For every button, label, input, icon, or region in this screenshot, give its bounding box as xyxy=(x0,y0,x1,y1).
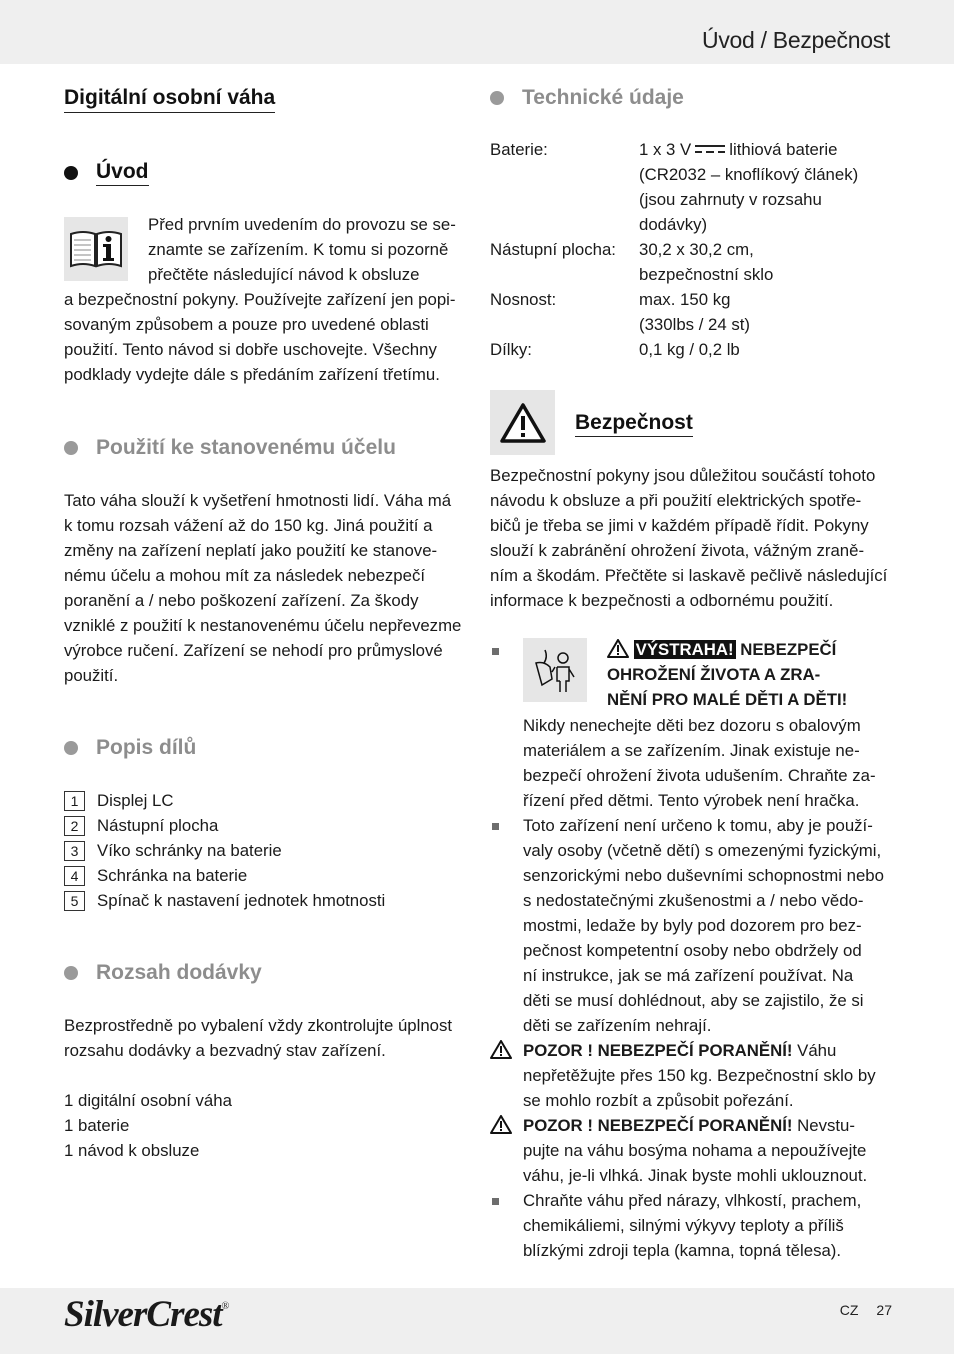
document-title: Digitální osobní váha xyxy=(64,86,275,113)
part-label: Spínač k nastavení jednotek hmotnosti xyxy=(97,890,386,910)
text-line: rozsahu dodávky a bezvadný stav zařízení. xyxy=(64,1041,386,1060)
text-line: OHROŽENÍ ŽIVOTA A ZRA- xyxy=(607,665,821,684)
text-line: sovaným způsobem a pouze pro uvedené oblasti xyxy=(64,315,429,334)
text-line: max. 150 kg xyxy=(639,290,731,309)
text-line: bezpečí ohrožení života udušením. Chraňte za- xyxy=(523,766,876,785)
direct-current-icon xyxy=(695,143,725,155)
text-line: blízkými zdroji tepla (kamna, topná tělesa). xyxy=(523,1241,842,1260)
persons-text xyxy=(523,813,893,1038)
text-line: chemikáliemi, silnými výkyvy teploty a příliš xyxy=(523,1216,844,1235)
text-line: bezpečnostní sklo xyxy=(639,265,774,284)
page-info xyxy=(840,1302,892,1318)
text-line: nému účelu a mohou mít za následek nebezpečí xyxy=(64,566,426,585)
safety-heading-text: Bezpečnost xyxy=(575,411,693,437)
text-line: valy osoby (včetně dětí) s omezenými fyzickými, xyxy=(523,841,882,860)
text-line: NEBEZPEČÍ xyxy=(740,640,837,659)
text-line: Nevstu- xyxy=(797,1116,855,1135)
text-line: se mohlo rozbít a způsobit pořezání. xyxy=(523,1091,794,1110)
delivery-text xyxy=(64,1013,464,1063)
part-number: 4 xyxy=(64,866,85,886)
text-line: dodávky) xyxy=(639,215,708,234)
technical-heading-text: Technické údaje xyxy=(522,86,684,109)
bullet-dot-icon xyxy=(64,966,78,980)
section-heading-delivery xyxy=(64,961,262,985)
spec-value: 0,1 kg / 0,2 lb xyxy=(639,340,740,359)
page-title: Úvod / Bezpečnost xyxy=(702,27,890,53)
text-line: poranění a / nebo poškození zařízení. Za škody xyxy=(64,591,419,610)
list-item xyxy=(64,888,385,913)
intro-text-beside-icon xyxy=(148,212,468,287)
spec-value xyxy=(639,237,890,287)
text-line: přečtěte následující návod k obsluze xyxy=(148,265,420,284)
read-manual-icon xyxy=(64,217,128,281)
text-line: Toto zařízení není určeno k tomu, aby je použí- xyxy=(523,816,873,835)
text-line: k tomu rozsah vážení až do 150 kg. Jiná použití a xyxy=(64,516,433,535)
brand-name-part: Crest xyxy=(146,1294,222,1335)
safety-text xyxy=(490,463,890,613)
section-heading-intended-use xyxy=(64,436,396,460)
spec-label: Nosnost: xyxy=(490,290,557,309)
section-heading-technical xyxy=(490,86,684,110)
list-item xyxy=(64,863,385,888)
warning-icon xyxy=(607,639,629,658)
text-line: použití. xyxy=(64,666,119,685)
spec-row-battery xyxy=(490,137,890,237)
text-line: (jsou zahrnuty v rozsahu xyxy=(639,190,822,209)
warning-icon xyxy=(490,1040,512,1059)
spec-row-capacity xyxy=(490,287,890,337)
part-number: 3 xyxy=(64,841,85,861)
text-line: Nikdy nenechejte děti bez dozoru s obalovým xyxy=(523,716,861,735)
parts-heading-text: Popis dílů xyxy=(96,736,197,759)
text-line: děti se musí dohlédnout, aby se zajistilo, že si xyxy=(523,991,864,1010)
text-line: 30,2 x 30,2 cm, xyxy=(639,240,754,259)
text-line: pujte na váhu bosýma nohama a nepoužívejte xyxy=(523,1141,867,1160)
warning-triangle-icon xyxy=(490,390,555,455)
text-line: váhu, je-li vlhká. Jinak byste mohli uklouznout. xyxy=(523,1166,868,1185)
children-warning-icon xyxy=(523,638,587,702)
battery-voltage: 1 x 3 V xyxy=(639,140,692,159)
text-line: pečnost kompetentní osoby nebo obdržely od xyxy=(523,941,862,960)
text-line: s nedostatečnými zkušenostmi a / nebo vědo- xyxy=(523,891,864,910)
bullet-dot-icon xyxy=(64,441,78,455)
spec-value xyxy=(639,287,890,337)
text-line: znamte se zařízením. K tomu si pozorně xyxy=(148,240,449,259)
spec-label: Baterie: xyxy=(490,140,548,159)
warning-icon xyxy=(490,1115,512,1134)
text-line: informace k bezpečnosti a odbornému použití. xyxy=(490,591,834,610)
spec-row-graduation xyxy=(490,337,890,362)
text-line: slouží k zabránění ohrožení života, vážným zraně- xyxy=(490,541,865,560)
children-warning-heading xyxy=(607,637,892,712)
section-heading-intro xyxy=(64,160,149,186)
text-line: návodu k obsluze a při použití elektrických spotře- xyxy=(490,491,862,510)
intro-heading-text: Úvod xyxy=(96,160,149,186)
delivery-items xyxy=(64,1088,464,1163)
caution-overload-text xyxy=(523,1038,893,1113)
text-line: a bezpečnostní pokyny. Používejte zařízení jen popi- xyxy=(64,290,456,309)
spec-row-platform xyxy=(490,237,890,287)
square-bullet-icon xyxy=(492,648,499,655)
text-line: změny na zařízení neplatí jako použití ke stanove- xyxy=(64,541,438,560)
text-line: Bezpečnostní pokyny jsou důležitou součástí tohoto xyxy=(490,466,876,485)
text-line: Tato váha slouží k vyšetření hmotnosti lidí. Váha má xyxy=(64,491,452,510)
text-line: ní instrukce, jak se má zařízení používat. Na xyxy=(523,966,854,985)
square-bullet-icon xyxy=(492,823,499,830)
spec-label: Dílky: xyxy=(490,340,532,359)
text-line: řízení před dětmi. Tento výrobek není hračka. xyxy=(523,791,860,810)
list-item xyxy=(64,838,385,863)
caution-title: POZOR ! NEBEZPEČÍ PORANĚNÍ! xyxy=(523,1116,793,1135)
list-item: 1 digitální osobní váha xyxy=(64,1091,232,1110)
protect-text xyxy=(523,1188,893,1263)
spec-table xyxy=(490,137,890,362)
text-line: použití. Tento návod si dobře uschovejte. Všechny xyxy=(64,340,437,359)
text-line: senzorickými nebo duševními schopnostmi nebo xyxy=(523,866,884,885)
caution-barefoot-text xyxy=(523,1113,893,1188)
parts-list xyxy=(64,788,385,913)
text-line: NĚNÍ PRO MALÉ DĚTI A DĚTI! xyxy=(607,690,848,709)
intro-text xyxy=(64,287,464,387)
text-line: děti se zařízením nehrají. xyxy=(523,1016,712,1035)
text-line: ním a škodám. Přečtěte si laskavě pečlivě následující xyxy=(490,566,888,585)
trademark-symbol: ® xyxy=(221,1301,229,1312)
spec-value xyxy=(639,137,890,237)
part-label: Schránka na baterie xyxy=(97,865,248,885)
text-line: (CR2032 – knoflíkový článek) xyxy=(639,165,859,184)
bullet-dot-icon xyxy=(490,91,504,105)
list-item xyxy=(64,813,385,838)
list-item: 1 baterie xyxy=(64,1116,130,1135)
part-label: Nástupní plocha xyxy=(97,815,219,835)
part-label: Víko schránky na baterie xyxy=(97,840,282,860)
part-number: 1 xyxy=(64,791,85,811)
text-line: materiálem a se zařízením. Jinak existuje ne- xyxy=(523,741,860,760)
section-heading-parts xyxy=(64,736,196,760)
part-label: Displej LC xyxy=(97,790,174,810)
brand-logo xyxy=(64,1293,228,1336)
text-line: podklady vydejte dále s předáním zařízení třetímu. xyxy=(64,365,440,384)
intended-use-text xyxy=(64,488,464,688)
square-bullet-icon xyxy=(492,1198,499,1205)
list-item xyxy=(64,788,385,813)
battery-type: lithiová baterie xyxy=(729,140,838,159)
bullet-dot-icon xyxy=(64,166,78,180)
text-line: výrobce ručení. Zařízení se nehodí pro průmyslové xyxy=(64,641,443,660)
text-line: Před prvním uvedením do provozu se se- xyxy=(148,215,456,234)
part-number: 2 xyxy=(64,816,85,836)
bullet-dot-icon xyxy=(64,741,78,755)
section-heading-safety xyxy=(575,411,693,437)
list-item: 1 návod k obsluze xyxy=(64,1141,200,1160)
page-header xyxy=(0,0,954,64)
delivery-heading-text: Rozsah dodávky xyxy=(96,961,262,984)
brand-name-part: Silver xyxy=(64,1294,147,1335)
text-line: bičů je třeba se jimi v každém případě řídit. Pokyny xyxy=(490,516,869,535)
text-line: vzniklé z použití k nestanovenému účelu nepřevezme xyxy=(64,616,462,635)
text-line: Bezprostředně po vybalení vždy zkontrolujte úplnost xyxy=(64,1016,453,1035)
intended-use-heading-text: Použití ke stanovenému účelu xyxy=(96,436,396,459)
text-line: Váhu xyxy=(797,1041,837,1060)
language-code: CZ xyxy=(839,1302,859,1318)
text-line: Chraňte váhu před nárazy, vlhkostí, prachem, xyxy=(523,1191,862,1210)
page-number: 27 xyxy=(876,1302,892,1318)
part-number: 5 xyxy=(64,891,85,911)
text-line: (330lbs / 24 st) xyxy=(639,315,750,334)
warning-badge: VÝSTRAHA! xyxy=(635,640,734,659)
text-line: mostmi, ledaže by byly pod dozorem pro bez- xyxy=(523,916,862,935)
caution-title: POZOR ! NEBEZPEČÍ PORANĚNÍ! xyxy=(523,1041,793,1060)
children-warning-text xyxy=(523,713,893,813)
spec-label: Nástupní plocha: xyxy=(490,240,616,259)
text-line: nepřetěžujte přes 150 kg. Bezpečnostní sklo by xyxy=(523,1066,876,1085)
